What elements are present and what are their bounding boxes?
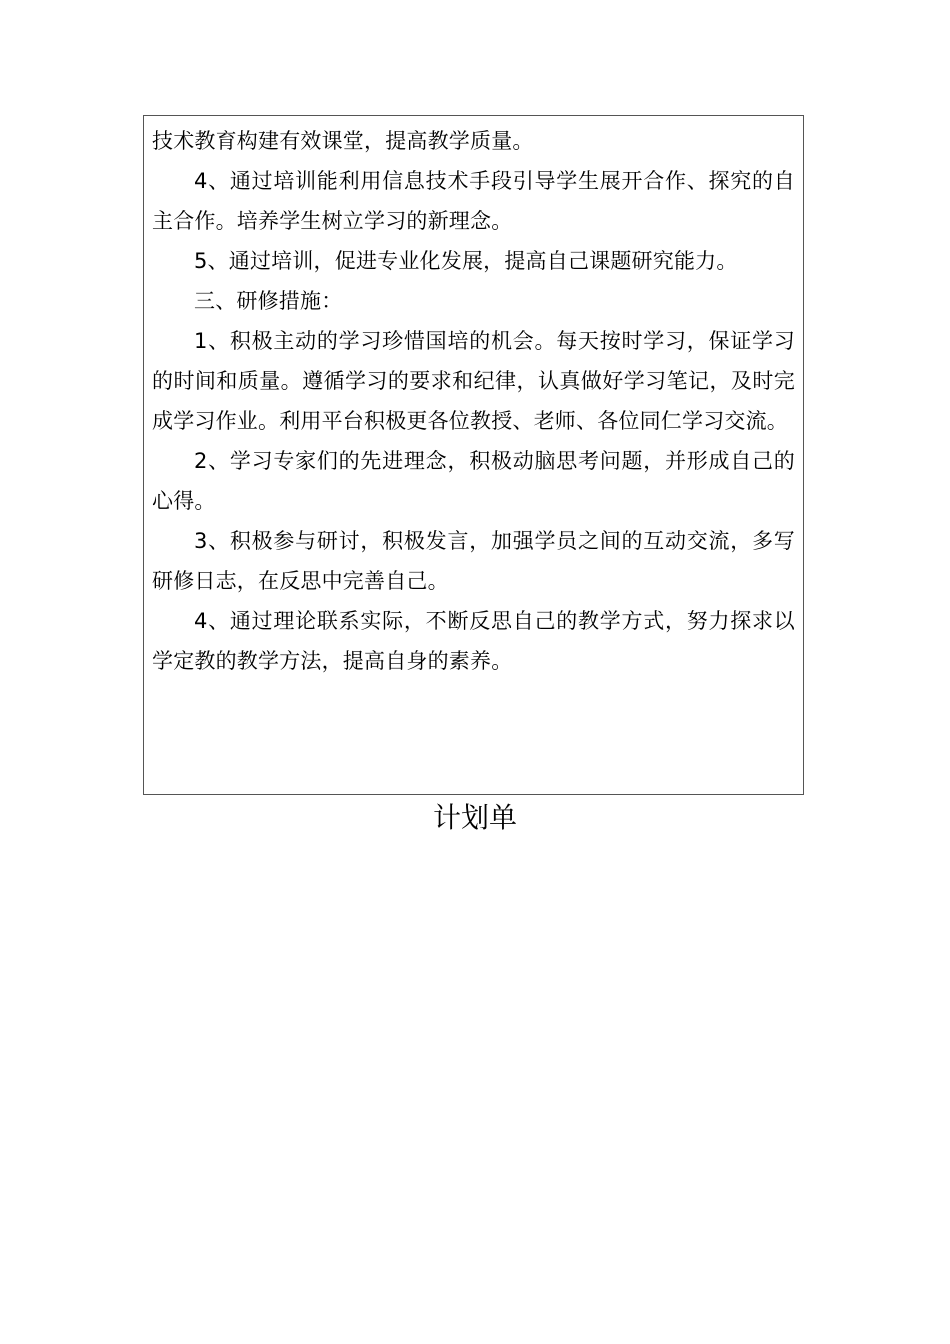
paragraph-7: 3、积极参与研讨，积极发言，加强学员之间的互动交流，多写研修日志，在反思中完善自己。 bbox=[152, 529, 795, 593]
paragraph-2: 4、通过培训能利用信息技术手段引导学生展开合作、探究的自主合作。培养学生树立学习的新理念。 bbox=[152, 169, 795, 233]
paragraph-3: 5、通过培训，促进专业化发展，提高自己课题研究能力。 bbox=[194, 249, 738, 273]
paragraph-6: 2、学习专家们的先进理念，积极动脑思考问题，并形成自己的心得。 bbox=[152, 449, 795, 513]
paragraph-8: 4、通过理论联系实际，不断反思自己的教学方式，努力探求以学定教的教学方法，提高自身的素养。 bbox=[152, 609, 795, 673]
paragraph-1: 技术教育构建有效课堂，提高教学质量。 bbox=[152, 129, 534, 153]
document-text-box bbox=[143, 115, 804, 795]
footer-title: 计划单 bbox=[432, 801, 517, 834]
section-heading-measures: 三、研修措施： bbox=[194, 289, 343, 313]
paragraph-5: 1、积极主动的学习珍惜国培的机会。每天按时学习，保证学习的时间和质量。遵循学习的要求和纪律，认真做好学习笔记，及时完成学习作业。利用平台积极更各位教授、老师、各位同仁学习交流。 bbox=[152, 329, 795, 433]
